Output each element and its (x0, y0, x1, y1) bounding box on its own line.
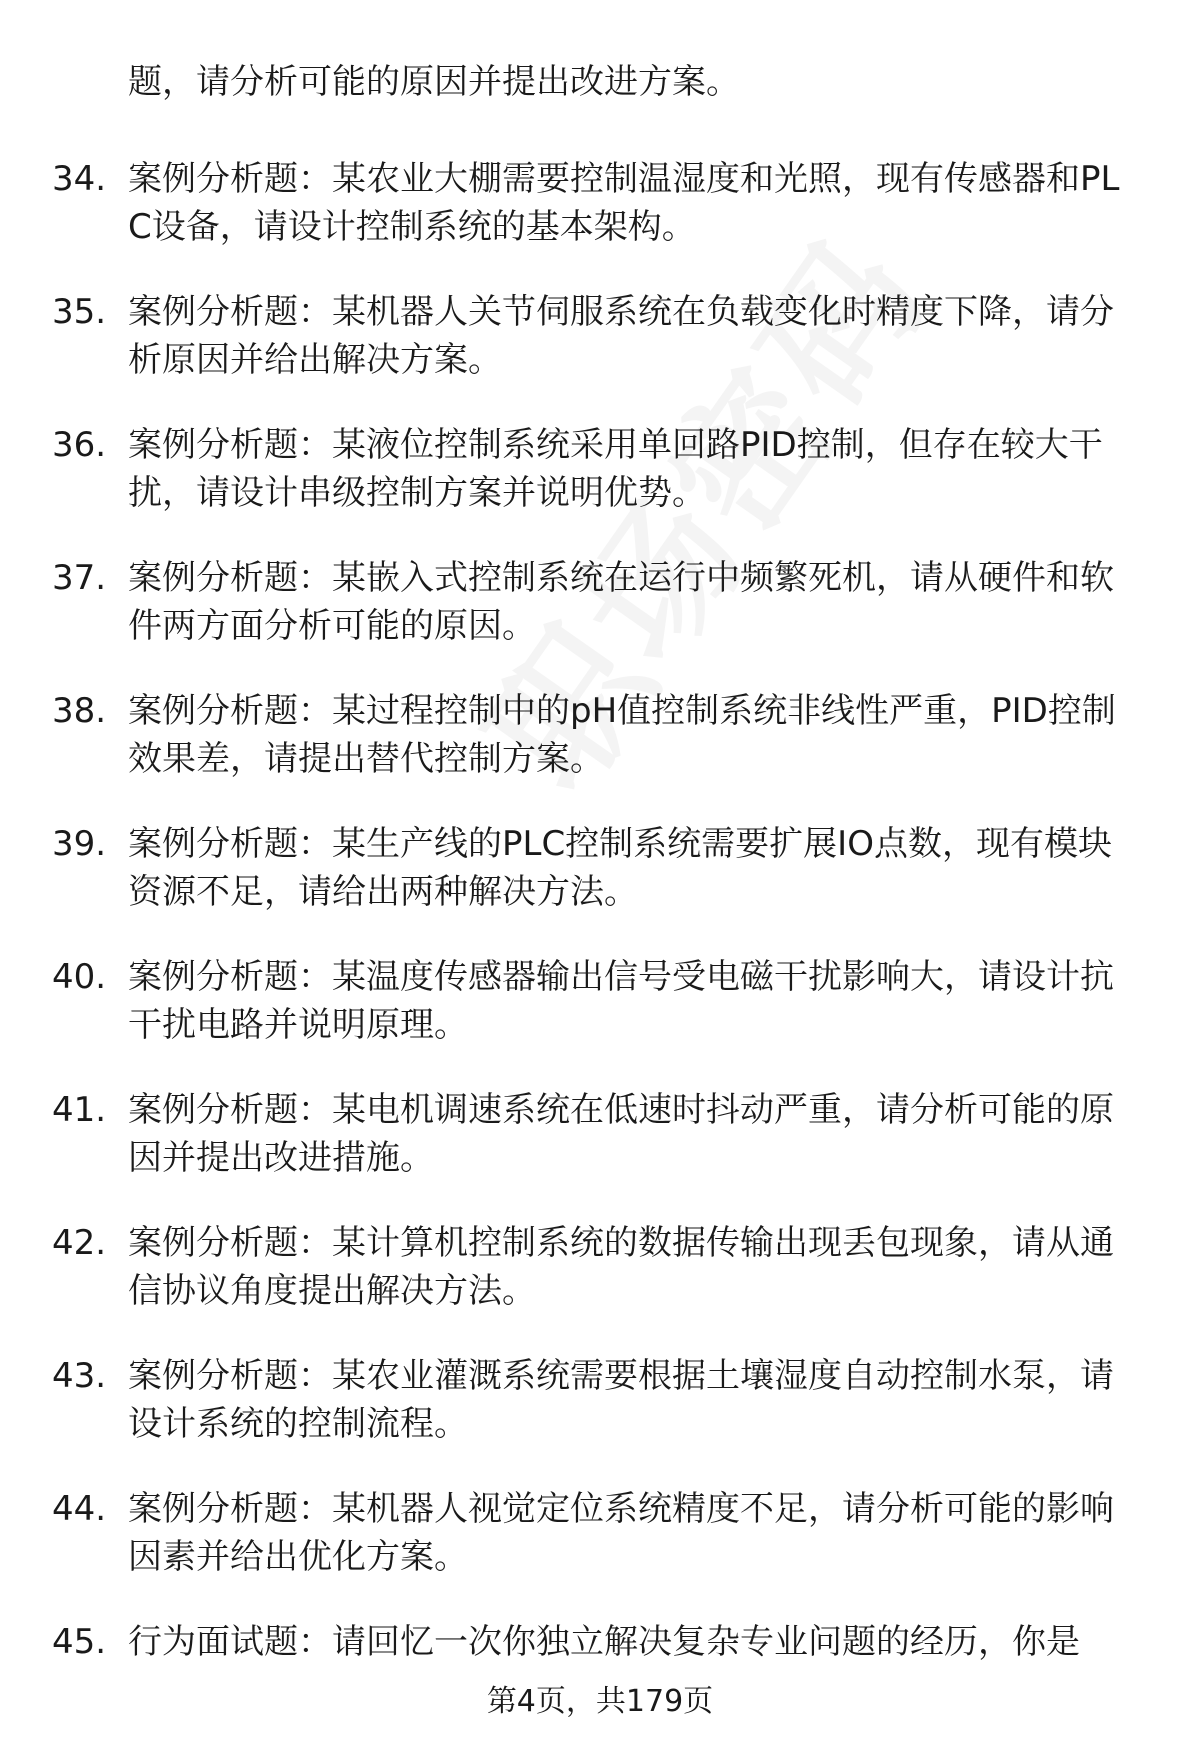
item-number: 44. (52, 1489, 107, 1529)
item-text: 行为面试题：请回忆一次你独立解决复杂专业问题的经历，你是 (128, 1622, 1080, 1662)
item-number: 40. (52, 957, 107, 997)
item-number: 39. (52, 824, 107, 864)
item-text: 案例分析题：某嵌入式控制系统在运行中频繁死机，请从硬件和软件两方面分析可能的原因。 (128, 558, 1114, 646)
item-number: 35. (52, 292, 107, 332)
question-list (0, 58, 1200, 1751)
item-number: 45. (52, 1622, 107, 1662)
list-item (0, 155, 1200, 251)
item-text: 案例分析题：某电机调速系统在低速时抖动严重，请分析可能的原因并提出改进措施。 (128, 1090, 1114, 1178)
item-number: 37. (52, 558, 107, 598)
list-item (0, 953, 1200, 1049)
item-number: 36. (52, 425, 107, 465)
list-item (0, 288, 1200, 384)
item-number: 38. (52, 691, 107, 731)
item-text: 案例分析题：某农业灌溉系统需要根据土壤湿度自动控制水泵，请设计系统的控制流程。 (128, 1356, 1114, 1444)
item-text: 案例分析题：某生产线的PLC控制系统需要扩展IO点数，现有模块资源不足，请给出两种解决方法。 (128, 824, 1112, 912)
item-text: 案例分析题：某农业大棚需要控制温湿度和光照，现有传感器和PLC设备，请设计控制系统的基本架构。 (128, 159, 1120, 247)
item-text: 案例分析题：某机器人关节伺服系统在负载变化时精度下降，请分析原因并给出解决方案。 (128, 292, 1114, 380)
item-number: 43. (52, 1356, 107, 1396)
item-text: 案例分析题：某机器人视觉定位系统精度不足，请分析可能的影响因素并给出优化方案。 (128, 1489, 1114, 1577)
item-text: 案例分析题：某过程控制中的pH值控制系统非线性严重，PID控制效果差，请提出替代控制方案。 (128, 691, 1116, 779)
list-item (0, 554, 1200, 650)
list-item (0, 687, 1200, 783)
list-item (0, 1086, 1200, 1182)
list-item (0, 820, 1200, 916)
item-text: 案例分析题：某液位控制系统采用单回路PID控制，但存在较大干扰，请设计串级控制方案并说明优势。 (128, 425, 1103, 513)
list-item (0, 1219, 1200, 1315)
item-text: 案例分析题：某计算机控制系统的数据传输出现丢包现象，请从通信协议角度提出解决方法。 (128, 1223, 1114, 1311)
continuation-text: 题，请分析可能的原因并提出改进方案。 (128, 62, 740, 102)
item-text: 案例分析题：某温度传感器输出信号受电磁干扰影响大，请设计抗干扰电路并说明原理。 (128, 957, 1114, 1045)
item-number: 41. (52, 1090, 107, 1130)
item-number: 34. (52, 159, 107, 199)
item-number: 42. (52, 1223, 107, 1263)
page-footer: 第4页，共179页 (486, 1684, 714, 1719)
list-item (0, 1352, 1200, 1448)
list-item (0, 1485, 1200, 1581)
list-item (0, 421, 1200, 517)
